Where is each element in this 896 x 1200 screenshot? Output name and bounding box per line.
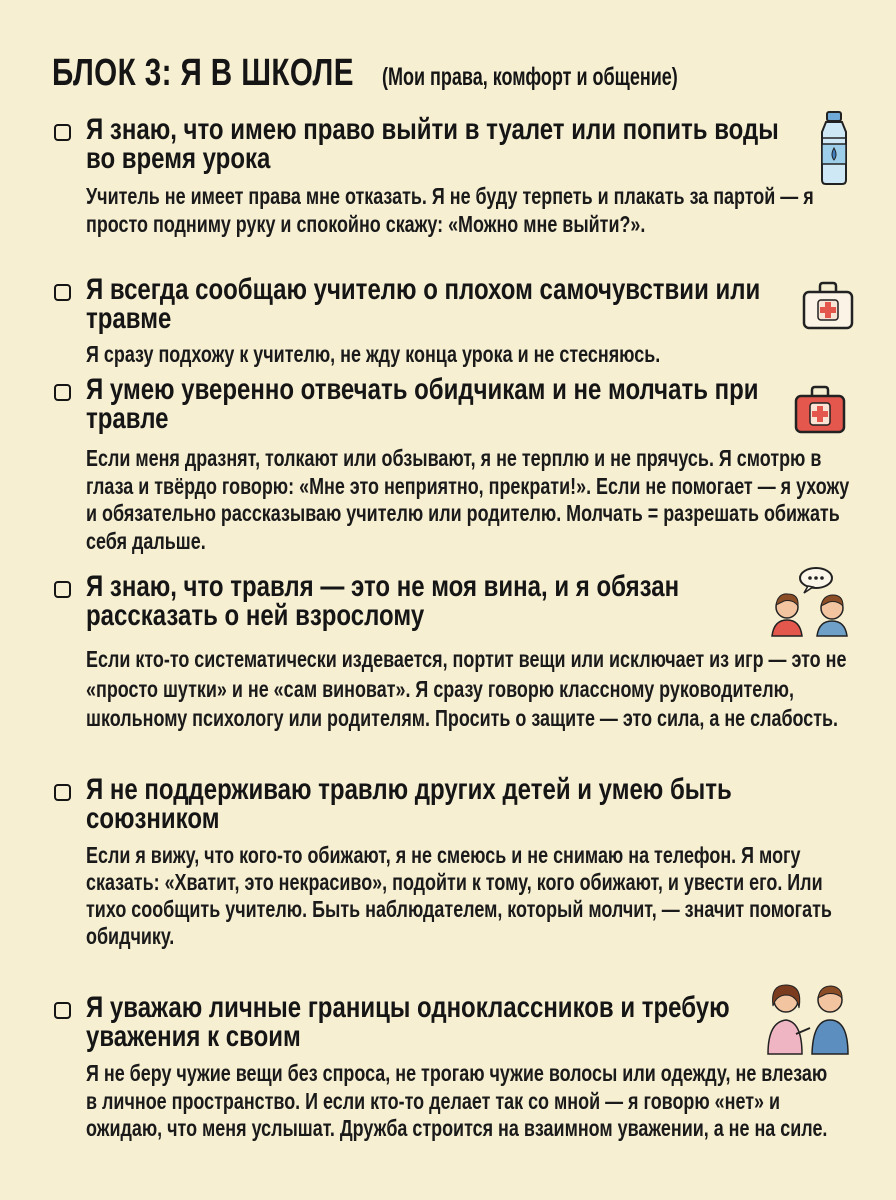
checklist-item — [52, 775, 852, 985]
item-text: Учитель не имеет права мне отказать. Я не буду терпеть и плакать за партой — я просто подниму руку и спокойно скажу: «Можно мне выйти?». — [86, 183, 814, 237]
item-text: Я сразу подхожу к учителю, не жду конца урока и не стесняюсь. — [86, 341, 661, 367]
checkbox[interactable] — [54, 284, 71, 301]
item-title: Я уважаю личные границы одноклассников и требую уважения к своим — [86, 991, 730, 1053]
item-title: Я знаю, что имею право выйти в туалет или попить воды во время урока — [86, 113, 779, 175]
first-aid-kit-icon — [792, 384, 848, 436]
checklist-item — [52, 115, 852, 275]
two-people-talking-icon — [760, 978, 856, 1056]
checkbox[interactable] — [54, 384, 71, 401]
checklist-item — [52, 572, 852, 772]
checkbox[interactable] — [54, 124, 71, 141]
checklist-item — [52, 993, 852, 1183]
item-text: Если меня дразнят, толкают или обзывают, я не терплю и не прячусь. Я смотрю в глаза и твёрдо говорю: «Мне это неприятно, прекрати!». Если не помогает — я ухожу и обязательно рассказываю учителю или родителю. Молчать = разрешать обижать себя дальше. — [86, 445, 850, 554]
first-aid-kit-icon — [800, 280, 856, 332]
item-title: Я всегда сообщаю учителю о плохом самочувствии или травме — [86, 273, 761, 335]
talking-children-icon — [766, 566, 856, 638]
checklist-item — [52, 275, 852, 370]
page-title — [52, 52, 852, 100]
item-text: Я не беру чужие вещи без спроса, не трогаю чужие волосы или одежду, не влезаю в личное пространство. И если кто-то делает так со мной — я говорю «нет» и ожидаю, что меня услышат. Дружба строится на взаимном уважении, а не на силе. — [86, 1060, 828, 1141]
item-title: Я не поддерживаю травлю других детей и умею быть союзником — [86, 773, 732, 835]
checklist-item — [52, 375, 852, 565]
checkbox[interactable] — [54, 581, 71, 598]
item-title: Я умею уверенно отвечать обидчикам и не молчать при травле — [86, 373, 759, 435]
water-bottle-icon — [812, 110, 856, 186]
item-title: Я знаю, что травля — это не моя вина, и я обязан рассказать о ней взрослому — [86, 570, 680, 632]
checkbox[interactable] — [54, 1002, 71, 1019]
item-text: Если я вижу, что кого-то обижают, я не смеюсь и не снимаю на телефон. Я могу сказать: «Хватит, это некрасиво», подойти к тому, кого обижают, и увести его. Или тихо сообщить учителю. Быть наблюдателем, который молчит, — значит помогать обидчику. — [86, 842, 832, 949]
block-subtitle: (Мои права, комфорт и общение) — [381, 63, 678, 91]
item-text: Если кто-то систематически издевается, портит вещи или исключает из игр — это не «просто шутки» и не «сам виноват». Я сразу говорю классному руководителю, школьному психологу или родителям. Просить о защите — это сила, а не слабость. — [86, 646, 847, 731]
checkbox[interactable] — [54, 784, 71, 801]
block-title: БЛОК 3: Я В ШКОЛЕ — [52, 52, 354, 94]
